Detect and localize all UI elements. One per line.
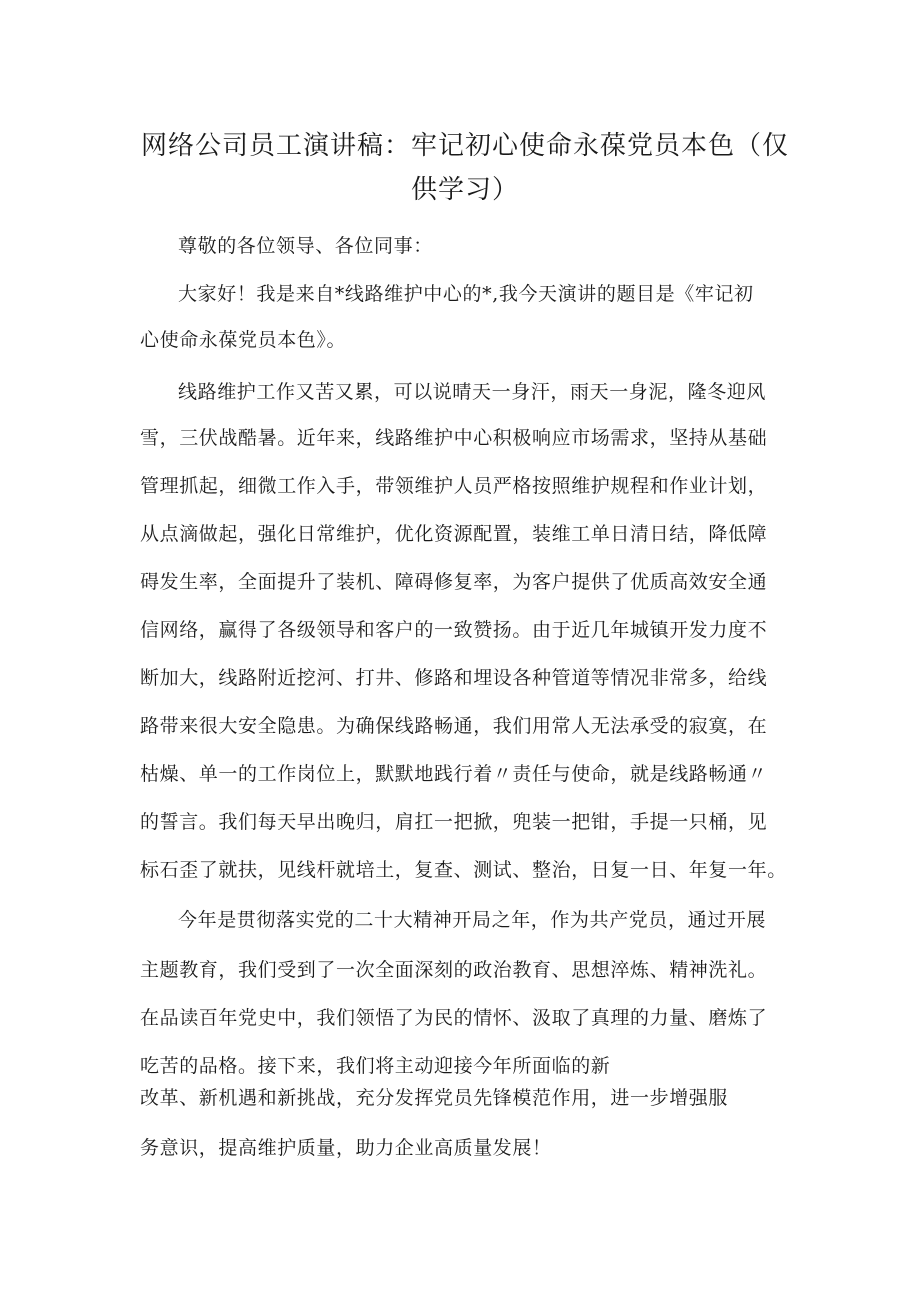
document-title: 网络公司员工演讲稿：牢记初心使命永葆党员本色（仅供学习） [140,131,789,205]
paragraph-line: 改革、新机遇和新挑战，充分发挥党员先锋模范作用，进一步增强服 [140,1087,729,1109]
paragraph-line: 今年是贯彻落实党的二十大精神开局之年，作为共产党员，通过开展 [178,909,767,931]
paragraph-line: 务意识，提高维护质量，助力企业高质量发展！ [140,1137,552,1159]
paragraph-line: 雪，三伏战酷暑。近年来，线路维护中心积极响应市场需求，坚持从基础 [140,427,768,449]
salutation: 尊敬的各位领导、各位同事： [178,235,433,257]
paragraph-line: 在品读百年党史中，我们领悟了为民的情怀、汲取了真理的力量、磨炼了 [140,1007,768,1029]
paragraph-line: 从点滴做起，强化日常维护，优化资源配置，装维工单日清日结，降低障 [140,523,768,545]
paragraph-line: 碍发生率，全面提升了装机、障碍修复率，为客户提供了优质高效安全通 [140,571,768,593]
paragraph-line: 信网络，赢得了各级领导和客户的一致赞扬。由于近几年城镇开发力度不 [140,619,768,641]
paragraph-line: 心使命永葆党员本色》。 [140,329,347,351]
paragraph-line: 标石歪了就扶，见线杆就培土，复查、测试、整治，日复一日、年复一年。 [140,859,787,881]
paragraph-line: 路带来很大安全隐患。为确保线路畅通，我们用常人无法承受的寂寞，在 [140,715,768,737]
paragraph-line: 管理抓起，细微工作入手，带领维护人员严格按照维护规程和作业计划， [140,475,768,497]
paragraph-line: 的誓言。我们每天早出晚归，肩扛一把掀，兜装一把钳，手提一只桶，见 [140,811,768,833]
paragraph-line: 线路维护工作又苦又累，可以说晴天一身汗，雨天一身泥，隆冬迎风 [178,381,767,403]
paragraph-line: 大家好！我是来自*线路维护中心的*,我今天演讲的题目是《牢记初 [178,283,754,305]
paragraph-line: 吃苦的品格。接下来，我们将主动迎接今年所面临的新 [140,1055,611,1077]
paragraph-line: 主题教育，我们受到了一次全面深刻的政治教育、思想淬炼、精神洗礼。 [140,959,768,981]
paragraph-line: 枯燥、单一的工作岗位上，默默地践行着〃责任与使命，就是线路畅通〃 [140,763,768,785]
paragraph-line: 断加大，线路附近挖河、打井、修路和埋设各种管道等情况非常多，给线 [140,667,768,689]
